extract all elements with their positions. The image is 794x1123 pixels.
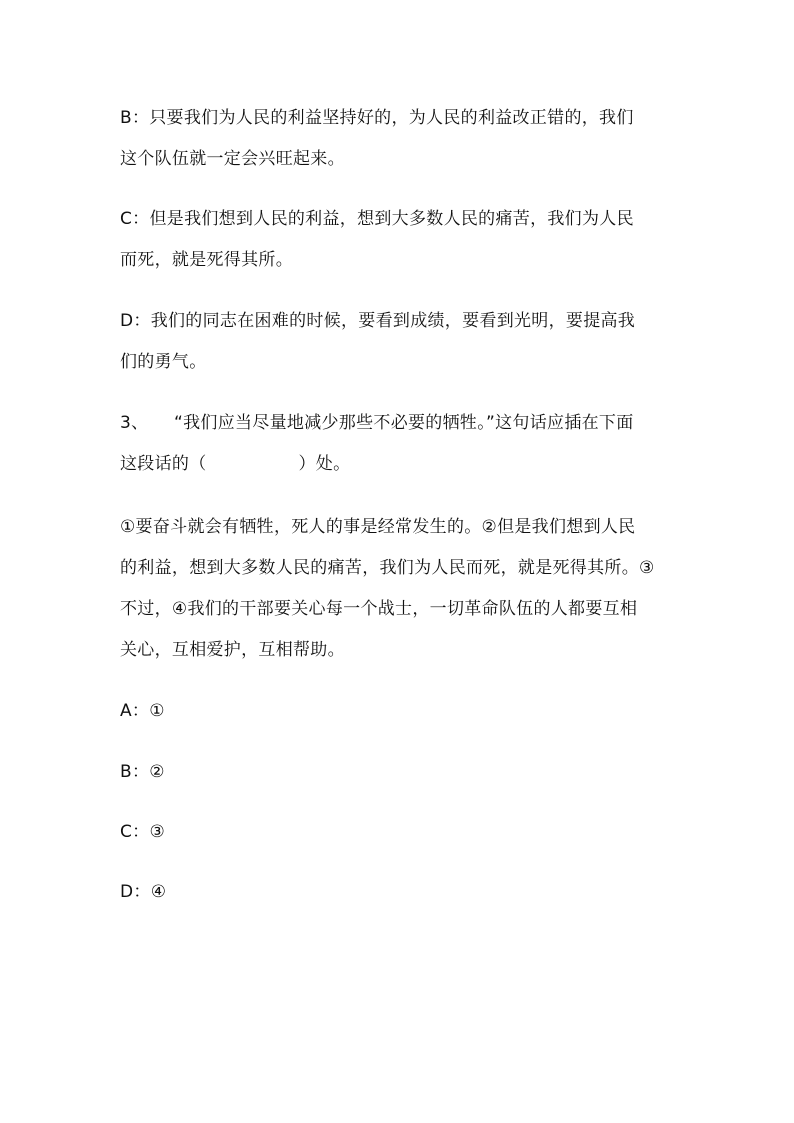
question-number: 3、 — [120, 413, 149, 433]
option-b-q3: B：② — [120, 762, 165, 782]
passage-line-1: ①要奋斗就会有牺牲，死人的事是经常发生的。②但是我们想到人民 — [120, 517, 636, 537]
option-c-q3: C：③ — [120, 822, 166, 842]
option-b-line-1: B：只要我们为人民的利益坚持好的，为人民的利益改正错的，我们 — [120, 108, 634, 128]
option-a-q3: A：① — [120, 701, 165, 721]
passage-line-2: 的利益，想到大多数人民的痛苦，我们为人民而死，就是死得其所。③ — [120, 558, 655, 578]
question-3-text: “我们应当尽量地减少那些不必要的牺牲。”这句话应插在下面 — [174, 413, 634, 433]
option-d-line-1: D：我们的同志在困难的时候，要看到成绩，要看到光明，要提高我 — [120, 311, 636, 331]
option-c-line-2: 而死，就是死得其所。 — [120, 250, 293, 270]
question-3-blank-prefix: 这段话的（ — [120, 454, 207, 474]
question-3-blank-suffix: ）处。 — [298, 454, 351, 474]
option-d-line-2: 们的勇气。 — [120, 352, 207, 372]
question-3-line-1 — [120, 411, 634, 435]
passage-line-3: 不过，④我们的干部要关心每一个战士，一切革命队伍的人都要互相 — [120, 599, 638, 619]
option-b-line-2: 这个队伍就一定会兴旺起来。 — [120, 149, 345, 169]
passage-line-4: 关心，互相爱护，互相帮助。 — [120, 640, 345, 660]
question-3-line-2 — [120, 452, 350, 476]
option-c-line-1: C：但是我们想到人民的利益，想到大多数人民的痛苦，我们为人民 — [120, 209, 634, 229]
option-d-q3: D：④ — [120, 882, 167, 902]
